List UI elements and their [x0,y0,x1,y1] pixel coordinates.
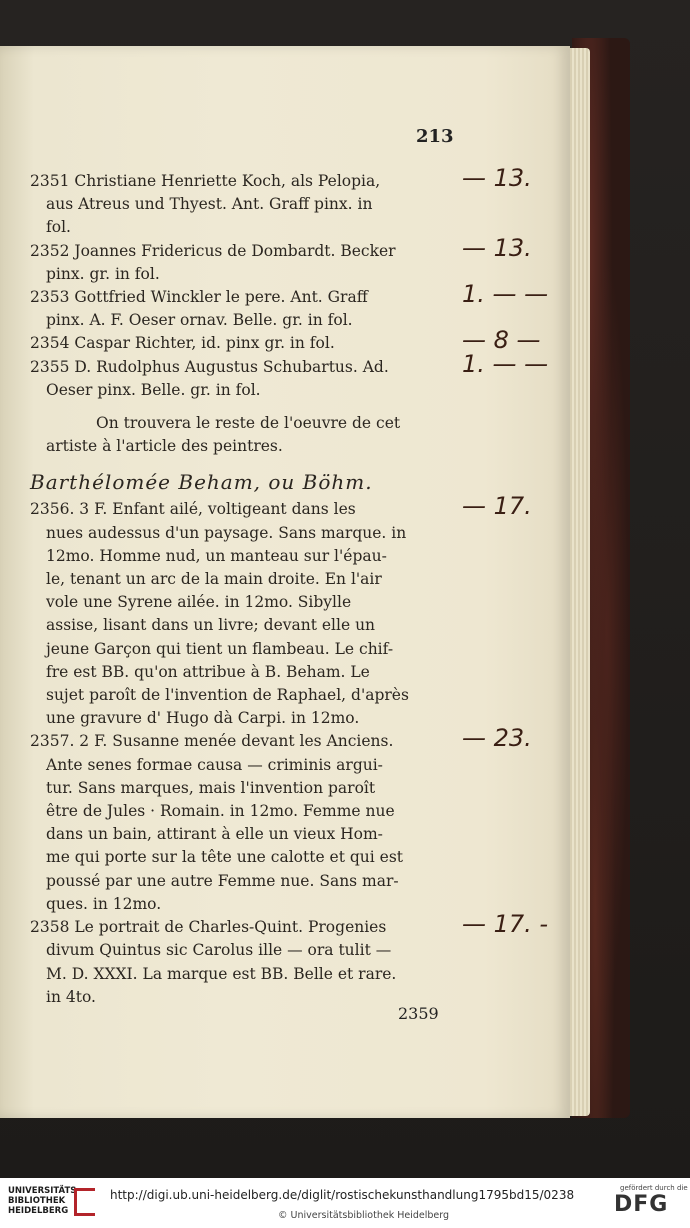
footer-bar [0,1178,690,1228]
text-line: être de Jules · Romain. in 12mo. Femme nue [46,802,395,821]
text-line: 2356. 3 F. Enfant ailé, voltigeant dans les [30,500,356,519]
text-line: pinx. gr. in fol. [46,264,160,283]
text-line: tur. Sans marques, mais l'invention paroît [46,778,376,797]
text-line: Oeser pinx. Belle. gr. in fol. [46,380,261,399]
text-line: 2357. 2 F. Susanne menée devant les Anciens. [30,732,394,751]
text-line: 2352 Joannes Fridericus de Dombardt. Becker [30,241,396,260]
text-line: 2355 D. Rudolphus Augustus Schubartus. Ad. [30,357,389,376]
text-line: pinx. A. F. Oeser ornav. Belle. gr. in fol. [46,311,353,330]
text-line: sujet paroît de l'invention de Raphael, d'après [46,686,409,705]
text-line: M. D. XXXI. La marque est BB. Belle et rare. [46,964,397,983]
text-line: jeune Garçon qui tient un flambeau. Le chif- [46,639,394,658]
ub-logo-mark-icon [74,1188,95,1216]
text-line: 12mo. Homme nud, un manteau sur l'épau- [46,546,387,565]
text-line: artiste à l'article des peintres. [46,437,283,456]
text-line: divum Quintus sic Carolus ille — ora tulit — [46,941,392,960]
text-line: poussé par une autre Femme nue. Sans mar- [46,871,399,890]
logo-line: BIBLIOTHEK [8,1196,66,1206]
permalink-url[interactable]: http://digi.ub.uni-heidelberg.de/diglit/rostischekunsthandlung1795bd15/0238 [110,1188,575,1202]
text-line: 2358 Le portrait de Charles-Quint. Progenies [30,918,387,937]
text-line: assise, lisant dans un livre; devant elle un [46,616,376,635]
funded-by-label: gefördert durch die [620,1184,688,1192]
text-line: Ante senes formae causa — criminis argui- [46,755,383,774]
text-line: nues audessus d'un paysage. Sans marque. in [46,523,407,542]
text-line: in 4to. [46,987,96,1006]
catchword: 2359 [398,1004,439,1023]
margin-price-note: — 17. [462,492,532,520]
text-line: dans un bain, attirant à elle un vieux Hom- [46,825,383,844]
ub-logo[interactable] [8,1186,80,1216]
page-text [30,170,458,1009]
text-line: fol. [46,218,71,237]
text-line: 2353 Gottfried Winckler le pere. Ant. Graff [30,288,368,307]
text-line: fre est BB. qu'on attribue à B. Beham. Le [46,662,370,681]
text-line: le, tenant un arc de la main droite. En l'air [46,570,382,589]
margin-price-note: — 13. [462,164,532,192]
margin-price-note: — 17. - [462,910,549,938]
section-heading: Barthélomée Beham, ou Böhm. [30,470,373,495]
margin-price-note: — 8 — [462,326,541,354]
margin-price-note: 1. — — [462,350,549,378]
text-line: ques. in 12mo. [46,894,162,913]
text-line: aus Atreus und Thyest. Ant. Graff pinx. in [46,195,373,214]
text-line: 2354 Caspar Richter, id. pinx gr. in fol. [30,334,335,353]
text-line: me qui porte sur la tête une calotte et qui est [46,848,404,867]
margin-price-note: — 13. [462,234,532,262]
text-line: On trouvera le reste de l'oeuvre de cet [96,414,401,433]
copyright: © Universitätsbibliothek Heidelberg [278,1210,450,1221]
margin-price-note: — 23. [462,724,532,752]
logo-line: UNIVERSITÄTS- [8,1186,80,1196]
logo-line: HEIDELBERG [8,1206,69,1216]
margin-price-note: 1. — — [462,280,549,308]
text-line: vole une Syrene ailée. in 12mo. Sibylle [46,593,352,612]
dfg-logo[interactable]: DFG [614,1192,669,1217]
text-line: 2351 Christiane Henriette Koch, als Pelopia, [30,172,381,190]
text-line: une gravure d' Hugo dà Carpi. in 12mo. [46,709,360,728]
page-number: 213 [416,126,454,147]
